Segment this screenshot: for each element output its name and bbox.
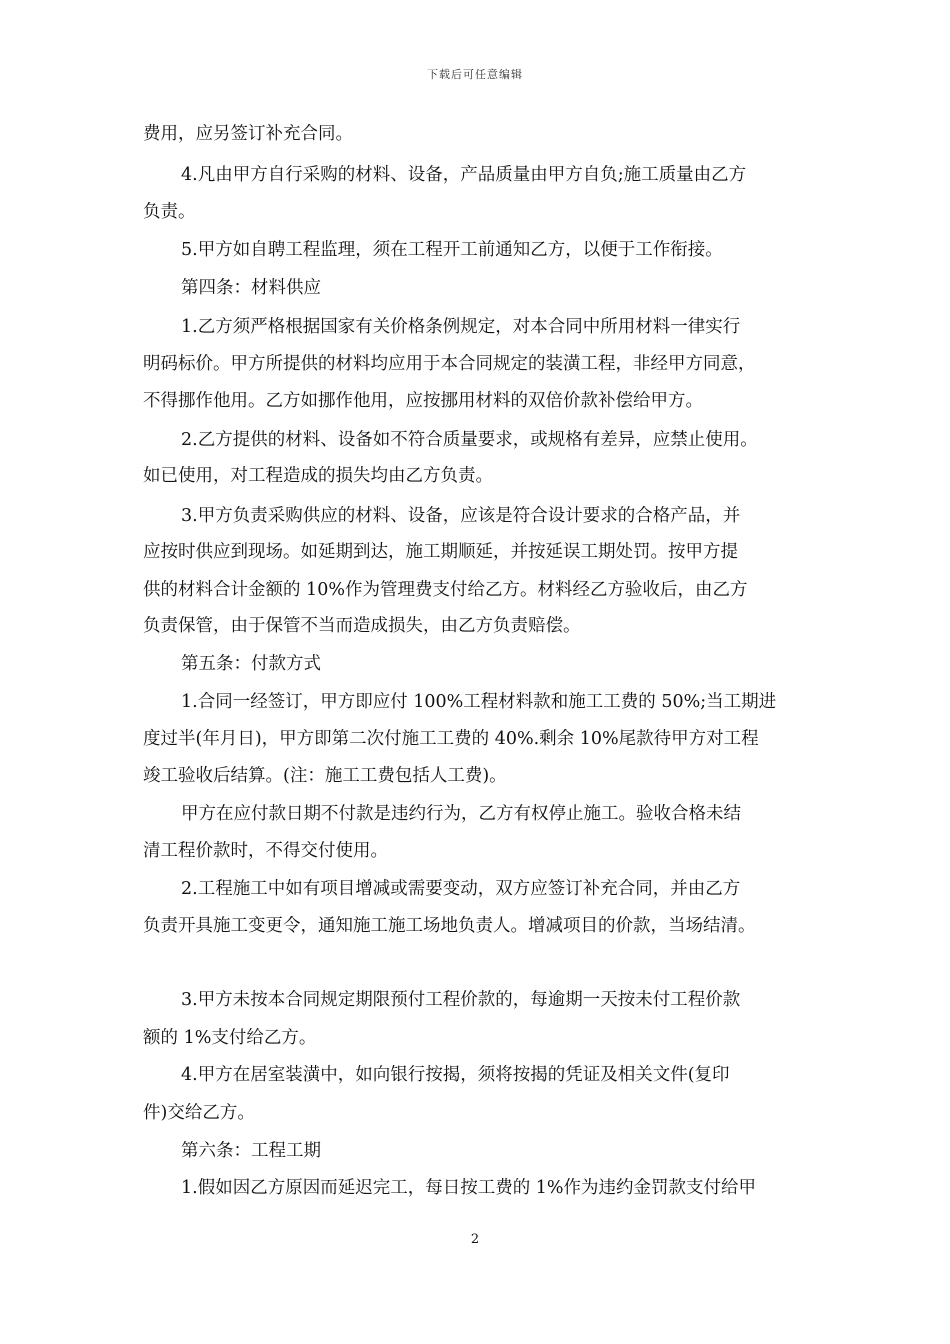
page-header: 下载后可任意编辑 — [427, 68, 523, 81]
text-line: 供的材料合计金额的 10%作为管理费支付给乙方。材料经乙方验收后，由乙方 — [143, 580, 748, 600]
text-line: 度过半(年月日)，甲方即第二次付施工工费的 40%.剩余 10%尾款待甲方对工程 — [143, 729, 759, 749]
text-line: 1.假如因乙方原因而延迟完工，每日按工费的 1%作为违约金罚款支付给甲 — [181, 1178, 757, 1198]
text-line: 甲方在应付款日期不付款是违约行为，乙方有权停止施工。验收合格未结 — [181, 804, 741, 824]
text-line: 4.凡由甲方自行采购的材料、设备，产品质量由甲方自负;施工质量由乙方 — [181, 165, 747, 185]
section-heading: 第四条：材料供应 — [181, 278, 321, 298]
text-line: 负责保管，由于保管不当而造成损失，由乙方负责赔偿。 — [143, 616, 581, 636]
text-line: 负责。 — [143, 202, 196, 222]
text-line: 应按时供应到现场。如延期到达，施工期顺延，并按延误工期处罚。按甲方提 — [143, 542, 738, 562]
text-line: 2.工程施工中如有项目增减或需要变动，双方应签订补充合同，并由乙方 — [181, 879, 741, 899]
text-line: 1.合同一经签订，甲方即应付 100%工程材料款和施工工费的 50%;当工期进 — [181, 692, 777, 712]
text-line: 如已使用，对工程造成的损失均由乙方负责。 — [143, 466, 493, 486]
text-line: 明码标价。甲方所提供的材料均应用于本合同规定的装潢工程，非经甲方同意， — [143, 354, 756, 374]
text-line: 3.甲方负责采购供应的材料、设备，应该是符合设计要求的合格产品，并 — [181, 506, 741, 526]
text-line: 2.乙方提供的材料、设备如不符合质量要求，或规格有差异，应禁止使用。 — [181, 430, 758, 450]
text-line: 4.甲方在居室装潢中，如向银行按揭，须将按揭的凭证及相关文件(复印 — [181, 1065, 730, 1085]
text-line: 件)交给乙方。 — [143, 1103, 255, 1123]
page-number: 2 — [470, 1232, 480, 1247]
text-line: 费用，应另签订补充合同。 — [143, 124, 353, 144]
text-line: 负责开具施工变更令，通知施工施工场地负责人。增减项目的价款，当场结清。 — [143, 916, 756, 936]
section-heading: 第六条：工程工期 — [181, 1141, 321, 1161]
text-line: 额的 1%支付给乙方。 — [143, 1028, 317, 1048]
text-line: 5.甲方如自聘工程监理，须在工程开工前通知乙方，以便于工作衔接。 — [181, 240, 723, 260]
text-line: 不得挪作他用。乙方如挪作他用，应按挪用材料的双倍价款补偿给甲方。 — [143, 391, 703, 411]
text-line: 1.乙方须严格根据国家有关价格条例规定，对本合同中所用材料一律实行 — [181, 317, 741, 337]
text-line: 竣工验收后结算。(注：施工工费包括人工费)。 — [143, 766, 507, 786]
text-line: 3.甲方未按本合同规定期限预付工程价款的，每逾期一天按未付工程价款 — [181, 990, 741, 1010]
section-heading: 第五条：付款方式 — [181, 654, 321, 674]
text-line: 清工程价款时，不得交付使用。 — [143, 841, 388, 861]
